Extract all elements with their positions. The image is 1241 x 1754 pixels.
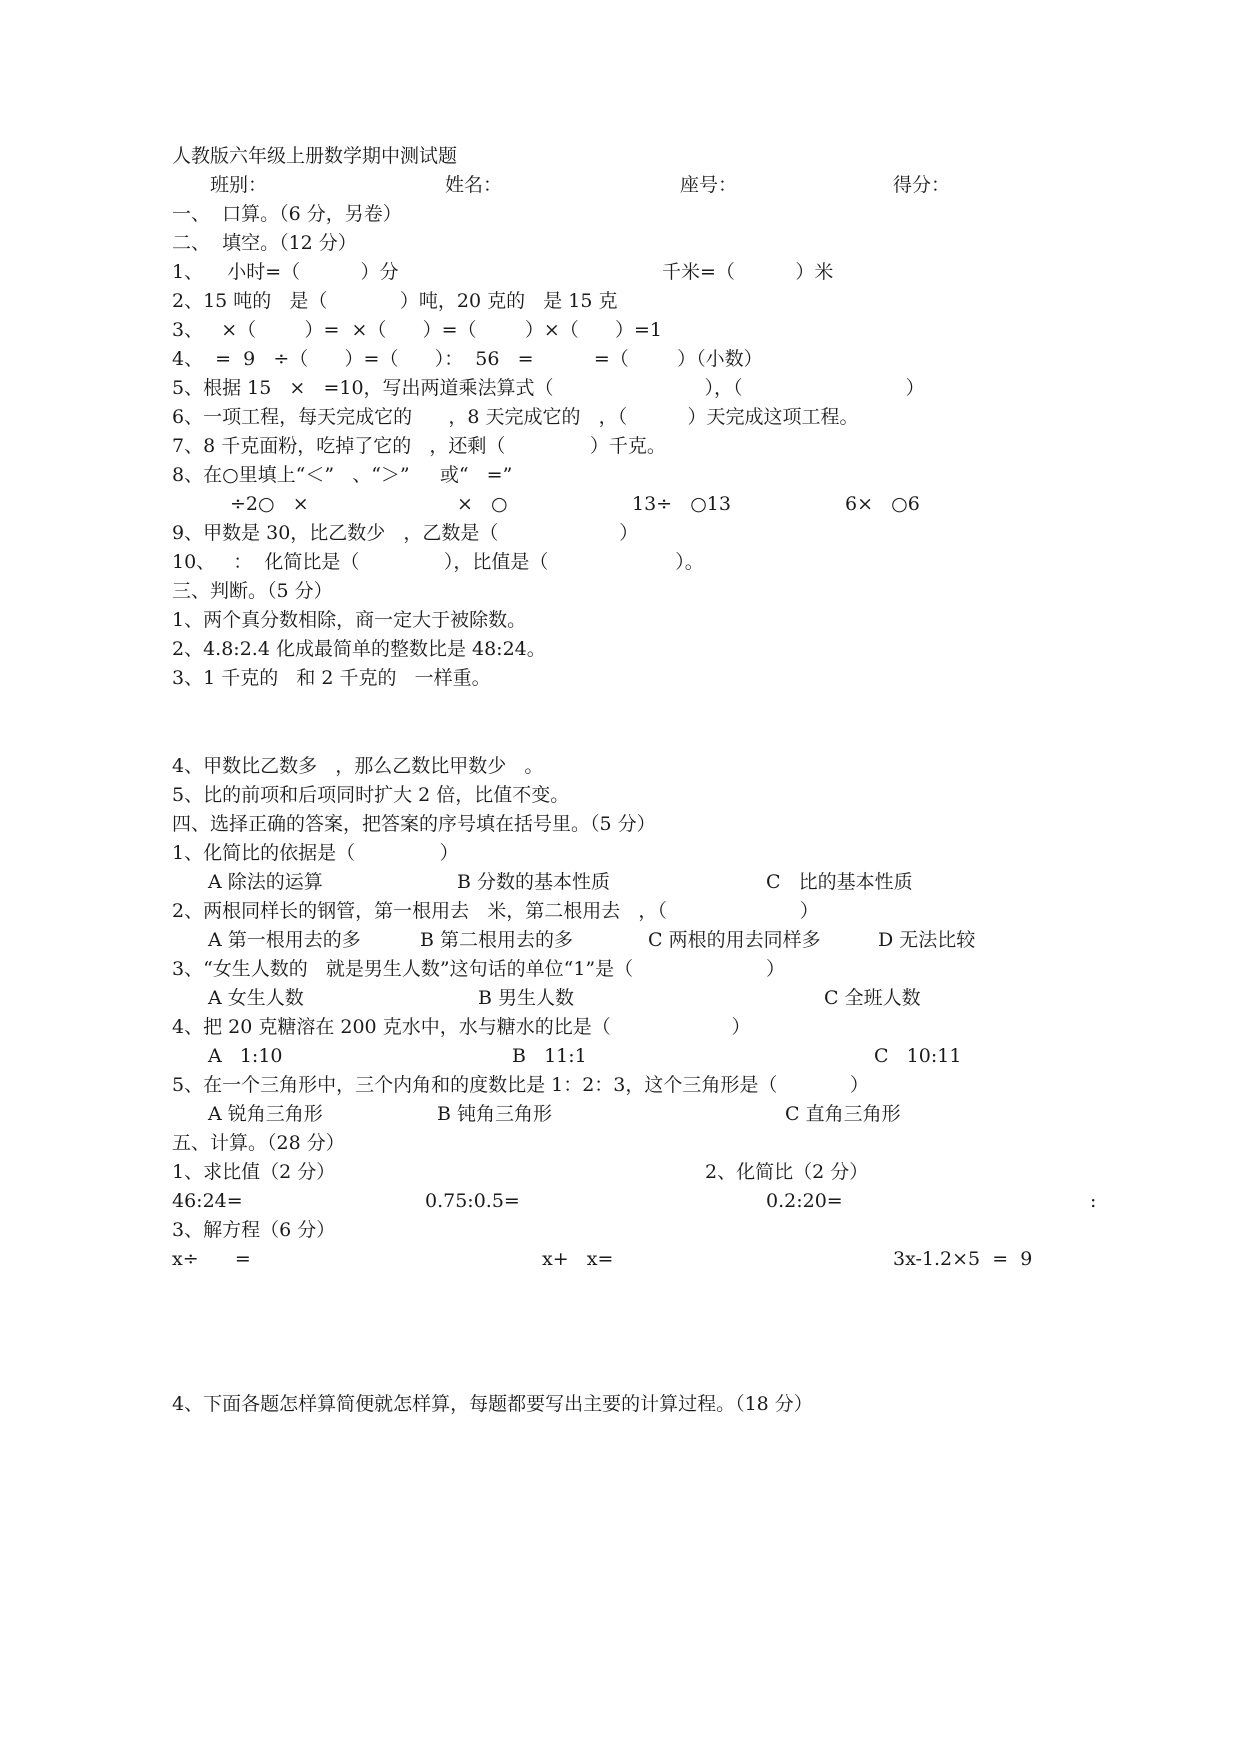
judge-1: 1、两个真分数相除，商一定大于被除数。 xyxy=(172,609,527,631)
choice-3-option-c: C 全班人数 xyxy=(824,987,921,1009)
choice-1: 1、化简比的依据是（ ） xyxy=(172,842,459,864)
name-label: 姓名： xyxy=(445,174,503,196)
fill-q2: 2、15 吨的 是（ ）吨，20 克的 是 15 克 xyxy=(172,290,618,312)
calc-ratio-value-heading: 1、求比值（2 分） xyxy=(172,1161,336,1183)
choice-1-option-a: A 除法的运算 xyxy=(208,871,323,893)
choice-2-option-c: C 两根的用去同样多 xyxy=(648,929,821,951)
calc-simplify-heading: 2、化简比（2 分） xyxy=(705,1161,869,1183)
fill-q8-item-a: ÷2○ × xyxy=(230,493,309,515)
choice-5-option-c: C 直角三角形 xyxy=(785,1103,901,1125)
section-calc: 五、计算。（28 分） xyxy=(172,1132,345,1154)
choice-2: 2、两根同样长的钢管，第一根用去 米，第二根用去 ，（ ） xyxy=(172,900,819,922)
score-label: 得分： xyxy=(893,174,951,196)
choice-4-option-a: A 1:10 xyxy=(208,1045,283,1067)
choice-4: 4、把 20 克糖溶在 200 克水中，水与糖水的比是（ ） xyxy=(172,1016,751,1038)
choice-4-option-b: B 11:1 xyxy=(512,1045,587,1067)
calc-expr-2: 0.75:0.5= xyxy=(425,1190,520,1212)
choice-3: 3、“女生人数的 就是男生人数”这句话的单位“1”是（ ） xyxy=(172,958,786,980)
fill-q6: 6、一项工程，每天完成它的 ，8 天完成它的 ，（ ）天完成这项工程。 xyxy=(172,406,859,428)
fill-q5: 5、根据 15 × =10，写出两道乘法算式（ ），（ ） xyxy=(172,377,925,399)
choice-3-option-a: A 女生人数 xyxy=(208,987,304,1009)
choice-5: 5、在一个三角形中，三个内角和的度数比是 1：2：3，这个三角形是（ ） xyxy=(172,1074,869,1096)
section-choice: 四、选择正确的答案，把答案的序号填在括号里。（5 分） xyxy=(172,813,656,835)
equation-3: 3x-1.2×5 = 9 xyxy=(893,1248,1033,1270)
fill-q3: 3、 ×（ ）= ×（ ）=（ ）×（ ）=1 xyxy=(172,319,663,341)
calc-expr-3: 0.2:20= xyxy=(766,1190,843,1212)
fill-q8-item-b: × ○ xyxy=(457,493,508,515)
fill-q9: 9、甲数是 30，比乙数少 ，乙数是（ ） xyxy=(172,522,639,544)
fill-q4: 4、 = 9 ÷（ ）=（ ）： 56 = =（ ）（小数） xyxy=(172,348,763,370)
fill-q8-item-d: 6× ○6 xyxy=(845,493,920,515)
calc-expr-4: : xyxy=(1090,1190,1097,1212)
choice-2-option-b: B 第二根用去的多 xyxy=(420,929,574,951)
fill-q1-hours: 1、 小时=（ ）分 xyxy=(172,261,399,283)
choice-1-option-c: C 比的基本性质 xyxy=(766,871,913,893)
section-judge: 三、判断。（5 分） xyxy=(172,580,333,602)
equation-1: x÷ = xyxy=(172,1248,251,1270)
choice-3-option-b: B 男生人数 xyxy=(478,987,575,1009)
choice-2-option-a: A 第一根用去的多 xyxy=(208,929,361,951)
fill-q10: 10、 ： 化简比是（ ），比值是（ ）。 xyxy=(172,551,704,573)
fill-q8-item-c: 13÷ ○13 xyxy=(632,493,731,515)
fill-q8: 8、在○里填上“＜” 、“＞” 或“ =” xyxy=(172,464,513,486)
judge-2: 2、4.8:2.4 化成最简单的整数比是 48:24。 xyxy=(172,638,546,660)
choice-2-option-d: D 无法比较 xyxy=(878,929,976,951)
choice-5-option-b: B 钝角三角形 xyxy=(437,1103,553,1125)
judge-4: 4、甲数比乙数多 ，那么乙数比甲数少 。 xyxy=(172,755,544,777)
calc-simplify-instruction: 4、下面各题怎样算简便就怎样算，每题都要写出主要的计算过程。（18 分） xyxy=(172,1393,813,1415)
choice-4-option-c: C 10:11 xyxy=(874,1045,962,1067)
seat-label: 座号： xyxy=(680,174,738,196)
calc-expr-1: 46:24= xyxy=(172,1190,243,1212)
judge-5: 5、比的前项和后项同时扩大 2 倍，比值不变。 xyxy=(172,784,570,806)
calc-equation-heading: 3、解方程（6 分） xyxy=(172,1219,336,1241)
choice-1-option-b: B 分数的基本性质 xyxy=(457,871,611,893)
section-oral: 一、 口算。（6 分，另卷） xyxy=(172,203,402,225)
fill-q7: 7、8 千克面粉，吃掉了它的 ，还剩（ ）千克。 xyxy=(172,435,666,457)
fill-q1-km: 千米=（ ）米 xyxy=(662,261,834,283)
class-label: 班别： xyxy=(210,174,268,196)
choice-5-option-a: A 锐角三角形 xyxy=(208,1103,323,1125)
title: 人教版六年级上册数学期中测试题 xyxy=(172,145,458,167)
section-fill: 二、 填空。（12 分） xyxy=(172,232,357,254)
equation-2: x+ x= xyxy=(542,1248,614,1270)
judge-3: 3、1 千克的 和 2 千克的 一样重。 xyxy=(172,667,491,689)
